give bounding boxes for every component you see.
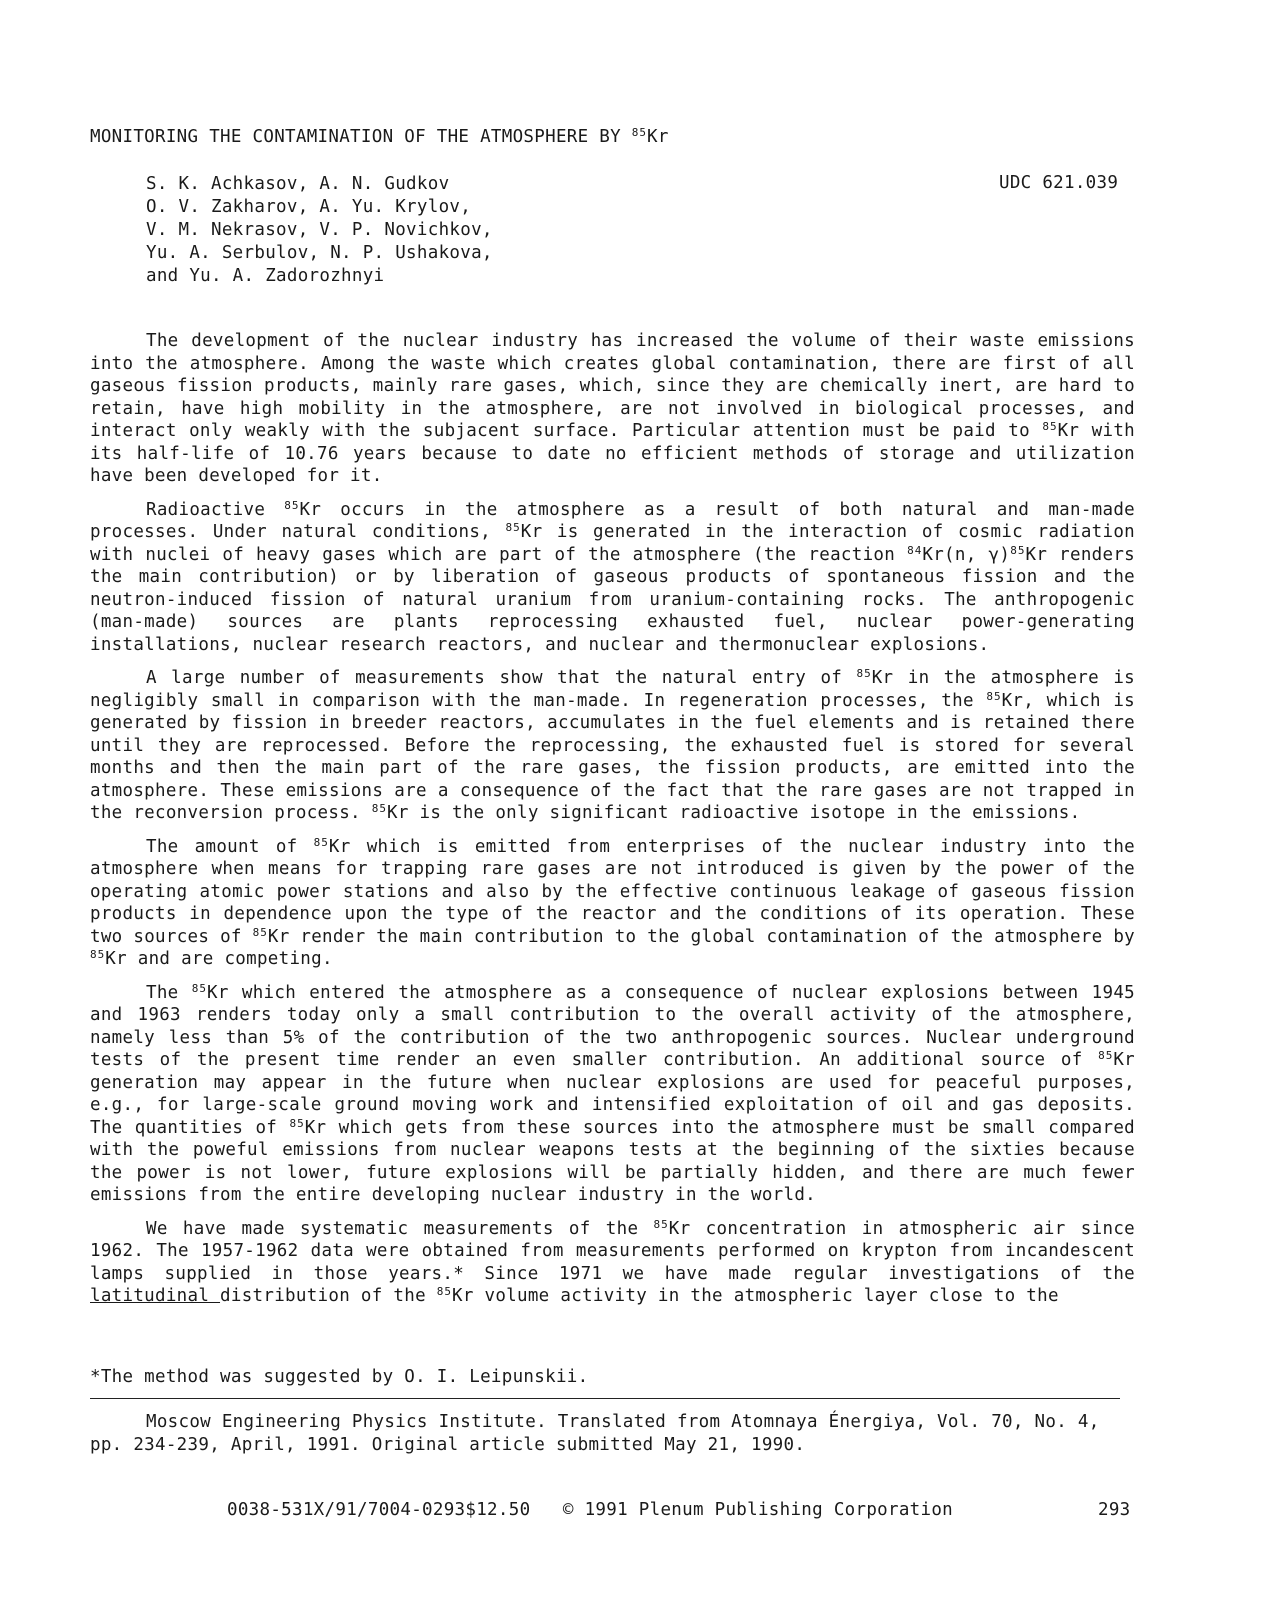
underlined-word: latitudinal: [90, 1286, 221, 1306]
body-paragraph-6: We have made systematic measurements of the $^{85}$Kr concentration in atmospheric air since 1962. The 1957-1962 data were obtained from measurements performed on krypton from incandescent lamps supplied in those years.* Since 1971 we have made regular investigations of the latitudinal distribution of the $^{85}$Kr volume activity in the atmospheric layer close to the: [90, 1217, 1135, 1306]
article-title: MONITORING THE CONTAMINATION OF THE ATMOSPHERE BY $^{85}$Kr: [90, 126, 669, 147]
footnote: *The method was suggested by O. I. Leipunskii.: [90, 1367, 589, 1387]
isotope-mass-superscript: 85: [631, 126, 648, 139]
publication-code-line: [227, 1500, 953, 1520]
body-paragraph-2: Radioactive $^{85}$Kr occurs in the atmosphere as a result of both natural and man-made processes. Under natural conditions, $^{85}$Kr is generated in the interaction of cosmic radiation with nuclei of heavy gases which are part of the atmosphere (the reaction $^{84}$Kr(n, γ)$^{85}$Kr renders the main contribution) or by liberation of gaseous products of spontaneous fission and the neutron-induced fission of natural uranium from uranium-containing rocks. The anthropogenic (man-made) sources are plants reprocessing exhausted fuel, nuclear power-generating installations, nuclear research reactors, and nuclear and thermonuclear explosions.: [90, 498, 1136, 655]
author-line: O. V. Zakharov, A. Yu. Krylov,: [146, 197, 472, 217]
author-line: V. M. Nekrasov, V. P. Novichkov,: [146, 220, 493, 240]
affiliation-note: Moscow Engineering Physics Institute. Translated from Atomnaya Énergiya, Vol. 70, No. 4, pp. 234-239, April, 1991. Original article submitted May 21, 1990.: [90, 1412, 1100, 1455]
author-line: S. K. Achkasov, A. N. Gudkov: [146, 174, 450, 194]
article-body: [90, 330, 1135, 1319]
issn-price-code: 0038-531X/91/7004-0293$12.50: [227, 1500, 531, 1520]
author-line: and Yu. A. Zadorozhnyi: [146, 266, 385, 286]
copyright-notice: © 1991 Plenum Publishing Corporation: [562, 1500, 954, 1520]
udc-code: UDC 621.039: [999, 173, 1119, 193]
body-paragraph-1: The development of the nuclear industry has increased the volume of their waste emissions into the atmosphere. Among the waste which creates global contamination, there are first of all gaseous fission products, mainly rare gases, which, since they are chemically inert, are hard to retain, have high mobility in the atmosphere, are not involved in biological processes, and interact only weakly with the subjacent surface. Particular attention must be paid to $^{85}$Kr with its half-life of 10.76 years because to date no efficient methods of storage and utilization have been developed for it.: [90, 331, 1136, 486]
page-number: 293: [1098, 1500, 1131, 1520]
author-list: [146, 173, 493, 288]
footnote-divider: [90, 1398, 1120, 1399]
body-paragraph-3: A large number of measurements show that the natural entry of $^{85}$Kr in the atmosphere is negligibly small in comparison with the man-made. In regeneration processes, the $^{85}$Kr, which is generated by fission in breeder reactors, accumulates in the fuel elements and is retained there until they are reprocessed. Before the reprocessing, the exhausted fuel is stored for several months and then the main part of the rare gases, the fission products, are emitted into the atmosphere. These emissions are a consequence of the fact that the rare gases are not trapped in the reconversion process. $^{85}$Kr is the only significant radioactive isotope in the emissions.: [90, 667, 1135, 823]
author-line: Yu. A. Serbulov, N. P. Ushakova,: [146, 243, 493, 263]
body-paragraph-5: The $^{85}$Kr which entered the atmosphere as a consequence of nuclear explosions between 1945 and 1963 renders today only a small contribution to the overall activity of the atmosphere, namely less than 5% of the contribution of the two anthropogenic sources. Nuclear underground tests of the present time render an even smaller contribution. An additional source of $^{85}$Kr generation may appear in the future when nuclear explosions are used for peaceful purposes, e.g., for large-scale ground moving work and intensified exploitation of oil and gas deposits. The quantities of $^{85}$Kr which gets from these sources into the atmosphere must be small compared with the poweful emissions from nuclear weapons tests at the beginning of the sixties because the power is not lower, future explosions will be partially hidden, and there are much fewer emissions from the entire developing nuclear industry in the world.: [90, 981, 1135, 1205]
body-paragraph-4: The amount of $^{85}$Kr which is emitted from enterprises of the nuclear industry into the atmosphere when means for trapping rare gases are not introduced is given by the power of the operating atomic power stations and also by the effective continuous leakage of gaseous fission products in dependence upon the type of the reactor and the conditions of its operation. These two sources of $^{85}$Kr render the main contribution to the global contamination of the atmosphere by $^{85}$Kr and are competing.: [90, 835, 1135, 969]
